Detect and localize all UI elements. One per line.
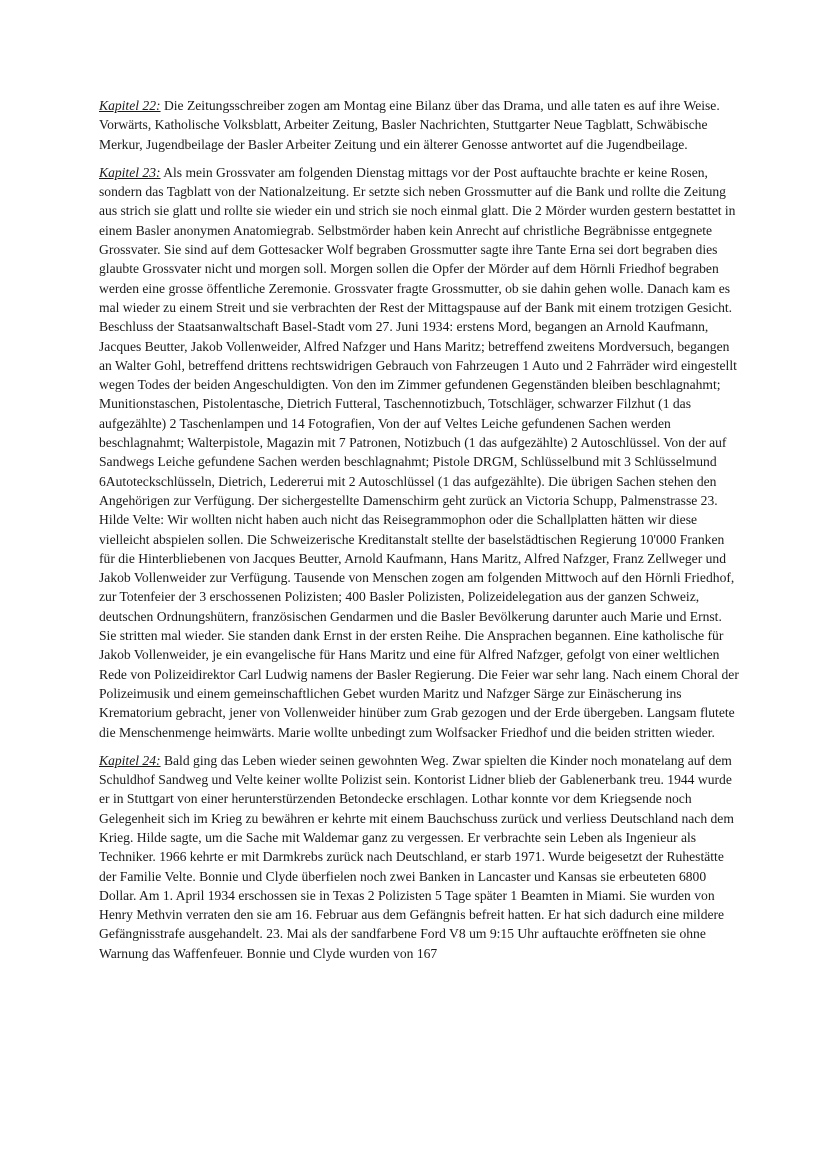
chapter-22 [99, 96, 739, 154]
chapter-title: Kapitel 23: [99, 164, 161, 180]
chapter-title: Kapitel 24: [99, 752, 161, 768]
document-page [99, 96, 739, 972]
chapter-24 [99, 751, 739, 963]
chapter-text: Die Zeitungsschreiber zogen am Montag eine Bilanz über das Drama, und alle taten es auf ihre Weise. Vorwärts, Katholische Volksblatt, Arbeiter Zeitung, Basler Nachrichten, Stuttgarter Neue Tagblatt, Schwäbische Merkur, Jugendbeilage der Basler Arbeiter Zeitung und ein älterer Genosse antwortet auf die Jugendbeilage. [99, 98, 720, 152]
chapter-text: Bald ging das Leben wieder seinen gewohnten Weg. Zwar spielten die Kinder noch monatelang auf dem Schuldhof Sandweg und Velte keiner wollte Polizist sein. Kontorist Lidner blieb der Gablenerbank treu. 1944 wurde er in Stuttgart von einer herunterstürzenden Betondecke erschlagen. Lothar konnte vor dem Kriegsende noch Gelegenheit sich im Krieg zu bewähren er kehrte mit einem Bauchschuss zurück und verliess Deutschland nach dem Krieg. Hilde sagte, um die Sache mit Waldemar ganz zu vergessen. Er verbrachte sein Leben als Ingenieur als Techniker. 1966 kehrte er mit Darmkrebs zurück nach Deutschland, er starb 1971. Wurde beigesetzt der Ruhestätte der Familie Velte. Bonnie und Clyde überfielen noch zwei Banken in Lancaster und Kansas sie erbeuteten 6800 Dollar. Am 1. April 1934 erschossen sie in Texas 2 Polizisten 5 Tage später 1 Beamten in Miami. Sie wurden von Henry Methvin verraten den sie am 16. Februar aus dem Gefängnis befreit hatten. Er hat sich dadurch eine mildere Gefängnisstrafe ausgehandelt. 23. Mai als der sandfarbene Ford V8 um 9:15 Uhr auftauchte eröffneten sie ohne Warnung das Waffenfeuer. Bonnie und Clyde wurden von 167 [99, 752, 734, 961]
chapter-title: Kapitel 22: [99, 98, 161, 113]
chapter-text: Als mein Grossvater am folgenden Dienstag mittags vor der Post auftauchte brachte er keine Rosen, sondern das Tagblatt von der Nationalzeitung. Er setzte sich neben Grossmutter auf die Bank und rollte die Zeitung aus strich sie glatt und rollte sie wieder ein und strich sie noch einmal glatt. Die 2 Mörder wurden gestern bestattet in einem Basler anonymen Anatomiegrab. Selbstmörder haben kein Anrecht auf christliche Begräbnisse entgegnete Grossvater. Sie sind auf dem Gottesacker Wolf begraben Grossmutter sagte ihre Tante Erna sei dort begraben dies glaubte Grossvater nicht und morgen soll. Morgen sollen die Opfer der Mörder auf dem Hörnli Friedhof begraben werden eine grosse öffentliche Zeremonie. Grossvater fragte Grossmutter, ob sie dahin gehen wolle. Danach kam es mal wieder zu einem Streit und sie verbrachten der Rest der Mittagspause auf der Bank mit einem trotzigen Gesicht. Beschluss der Staatsanwaltschaft Basel-Stadt vom 27. Juni 1934: erstens Mord, begangen an Arnold Kaufmann, Jacques Beutter, Jakob Vollenweider, Alfred Nafzger und Hans Maritz; betreffend zweitens Mordversuch, begangen an Walter Gohl, betreffend drittens rechtswidrigen Gebrauch von Fahrzeugen 1 Auto und 2 Fahrräder wird eingestellt wegen Todes der beiden Angeschuldigten. Von den im Zimmer gefundenen Gegenständen bleiben beschlagnahmt; Munitionstaschen, Pistolentasche, Dietrich Futteral, Taschennotizbuch, Totschläger, schwarzer Filzhut (1 das aufgezählte) 2 Taschenlampen und 14 Fotografien, Von der auf Veltes Leiche gefundenen Sachen werden beschlagnahmt; Walterpistole, Magazin mit 7 Patronen, Notizbuch (1 das aufgezählte) 2 Autoschlüssel. Von der auf Sandwegs Leiche gefundene Sachen werden beschlagnahmt; Pistole DRGM, Schlüsselbund mit 3 Schlüsselmund 6Autoteckschlüsseln, Dietrich, Ledereтui mit 2 Autoschlüssel (1 das aufgezählte). Die übrigen Sachen stehen den Angehörigen zur Verfügung. Der sichergestellte Damenschirm geht zurück an Victoria Schupp, Palmenstrasse 23. Hilde Velte: Wir wollten nicht haben auch nicht das Reisegrammophon oder die Schallplatten hätten wir diese vielleicht abspielen sollen. Die Schweizerische Kreditanstalt stellte der baselstädtischen Regierung 10'000 Franken für die Hinterbliebenen von Jacques Beutter, Arnold Kaufmann, Hans Maritz, Alfred Nafzger, Franz Zellweger und Jakob Vollenweider zur Verfügung. Tausende von Menschen zogen am folgenden Mittwoch auf den Hörnli Friedhof, zur Totenfeier der 3 erschossenen Polizisten; 400 Basler Polizisten, Polizeidelegation aus der ganzen Schweiz, deutschen Ordnungshütern, französischen Gendarmen und die Basler Bevölkerung darunter auch Marie und Ernst. Sie stritten mal wieder. Sie standen dank Ernst in der ersten Reihe. Die Ansprachen begannen. Eine katholische für Jakob Vollenweider, je ein evangelische für Hans Maritz und eine für Alfred Nafzger, gefolgt von einer weltlichen Rede von Polizeidirektor Carl Ludwig namens der Basler Regierung. Die Feier war sehr lang. Nach einem Choral der Polizeimusik und einem gemeinschaftlichen Gebet wurden Maritz und Nafzger Särge zur Einäscherung ins Krematorium gebracht, jener von Vollenweider hinüber zum Grab gezogen und der Erde übergeben. Langsam flutete die Menschenmenge heimwärts. Marie wollte unbedingt zum Wolfsacker Friedhof und die beiden stritten wieder. [99, 164, 739, 740]
chapter-23 [99, 163, 739, 742]
